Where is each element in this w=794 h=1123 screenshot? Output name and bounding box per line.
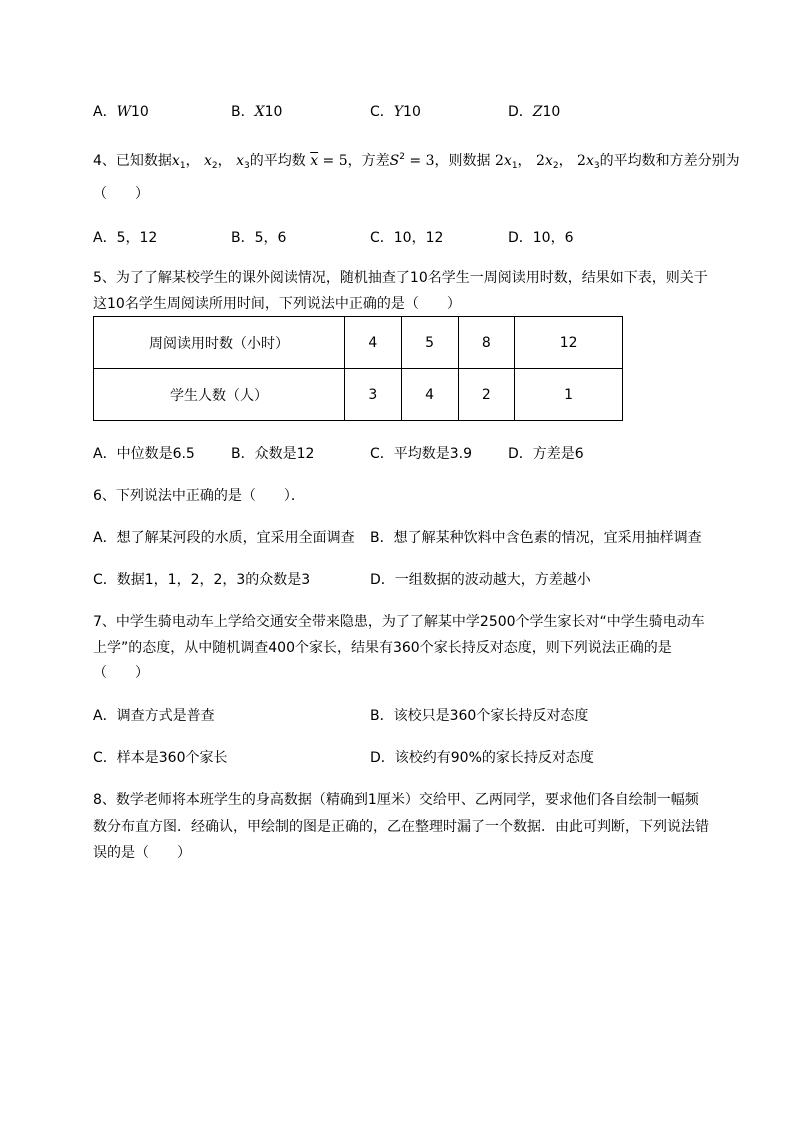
q4-option-a: A．5，12 — [93, 230, 158, 246]
q5-stem-line2: 这10名学生周阅读所用时间，下列说法中正确的是（ ） — [93, 296, 461, 312]
q5-option-c: C．平均数是3.9 — [370, 446, 473, 462]
q4-sep4: ， — [558, 153, 573, 169]
q7-option-d: D．该校约有90%的家长持反对态度 — [370, 750, 594, 766]
q3-option-d — [508, 101, 560, 121]
q6-option-b: B．想了解某种饮料中含色素的情况，宜采用抽样调查 — [370, 530, 702, 546]
table-row-hours — [94, 317, 623, 369]
q3-option-c — [370, 101, 421, 121]
q4-x1: x — [171, 153, 180, 169]
q4-eq3: = 3 — [404, 153, 435, 169]
table-cell: 4 — [345, 317, 402, 369]
q8-stem-line3: 误的是（ ） — [93, 845, 191, 861]
q4-2x2: x — [544, 153, 553, 169]
q4-x3: x — [236, 153, 245, 169]
q4-sep3: ， — [517, 153, 532, 169]
table-header-hours: 周阅读用时数（小时） — [94, 317, 345, 369]
q3-option-d-var: Z — [532, 104, 543, 120]
q8-stem-line2: 数分布直方图．经确认，甲绘制的图是正确的，乙在整理时漏了一个数据．由此可判断，下列说法错 — [93, 819, 709, 835]
q4-sep1: ， — [185, 153, 200, 169]
q4-two-c: 2 — [577, 153, 586, 169]
q3-option-a-num: 10 — [130, 104, 149, 120]
q7-stem-line2: 上学”的态度，从中随机调查400个家长，结果有360个家长持反对态度，则下列说法正确的是 — [93, 640, 672, 656]
q6-option-a: A．想了解某河段的水质，宜采用全面调查 — [93, 530, 355, 546]
table-cell: 3 — [345, 369, 402, 421]
table-cell: 2 — [458, 369, 515, 421]
table-cell: 1 — [515, 369, 623, 421]
q3-option-d-label: D． — [508, 104, 533, 120]
q4-stem — [93, 150, 740, 171]
q5-option-a: A．中位数是6.5 — [93, 446, 195, 462]
q4-tail: 的平均数和方差分别为 — [599, 153, 740, 169]
q5-option-b: B．众数是12 — [231, 446, 315, 462]
table-cell: 8 — [458, 317, 515, 369]
q3-option-a — [93, 101, 149, 121]
q4-var-text: ，方差 — [347, 153, 390, 169]
q4-x1-sub: 1 — [179, 161, 186, 171]
q6-option-d: D．一组数据的波动越大，方差越小 — [370, 572, 591, 588]
q3-option-b-var: X — [254, 104, 265, 120]
q4-paren: （ ） — [93, 186, 149, 202]
q3-option-a-label: A． — [93, 104, 117, 120]
q4-x3-sub: 3 — [244, 161, 250, 171]
q6-option-c: C．数据1，1，2，2，3的众数是3 — [93, 572, 311, 588]
q4-2x2-sub: 2 — [552, 161, 559, 171]
q4-s-sup: 2 — [399, 152, 405, 162]
q8-stem-line1: 8、数学老师将本班学生的身高数据（精确到1厘米）交给甲、乙两同学，要求他们各自绘制一幅频 — [93, 792, 699, 808]
table-cell: 4 — [401, 369, 458, 421]
q4-then: ，则数据 — [434, 153, 491, 169]
q3-option-c-label: C． — [370, 104, 394, 120]
q7-option-a: A．调查方式是普查 — [93, 708, 215, 724]
table-cell: 12 — [515, 317, 623, 369]
q4-2x3-sub: 3 — [593, 161, 600, 171]
q3-option-a-var: W — [116, 104, 131, 120]
q7-stem-line1: 7、中学生骑电动车上学给交通安全带来隐患，为了了解某中学2500个学生家长对“中学生骑电动车 — [93, 614, 705, 630]
q5-option-d: D．方差是6 — [508, 446, 584, 462]
q4-option-d: D．10，6 — [508, 230, 574, 246]
q7-option-c: C．样本是360个家长 — [93, 750, 228, 766]
q4-sep2: ， — [217, 153, 232, 169]
q3-option-c-num: 10 — [403, 104, 421, 120]
q3-option-c-var: Y — [393, 104, 404, 120]
q3-option-b-num: 10 — [264, 104, 283, 120]
q4-option-c: C．10，12 — [370, 230, 444, 246]
q6-stem: 6、下列说法中正确的是（ ）． — [93, 488, 305, 504]
q3-option-d-num: 10 — [542, 104, 561, 120]
q4-eq5: = 5 — [318, 153, 348, 169]
table-row-students — [94, 369, 623, 421]
q4-mean-text: 的平均数 — [249, 153, 306, 169]
table-header-students: 学生人数（人） — [94, 369, 345, 421]
q3-option-b-label: B． — [231, 104, 255, 120]
q4-2x1: x — [503, 153, 512, 169]
q4-x2: x — [204, 153, 212, 169]
table-cell: 5 — [401, 317, 458, 369]
q4-2x1-sub: 1 — [511, 161, 518, 171]
q4-two-b: 2 — [536, 153, 545, 169]
q4-s: S — [389, 153, 400, 169]
q4-xbar: $\overline{x}$ — [310, 153, 319, 169]
q4-prefix: 4、已知数据 — [93, 153, 172, 169]
q5-stem-line1: 5、为了了解某校学生的课外阅读情况，随机抽查了10名学生一周阅读用时数，结果如下表，则关于 — [93, 270, 708, 286]
q7-option-b: B．该校只是360个家长持反对态度 — [370, 708, 589, 724]
q4-option-b: B．5，6 — [231, 230, 287, 246]
q4-two-a: 2 — [494, 153, 504, 169]
q4-x2-sub: 2 — [211, 161, 218, 171]
q4-2x3: x — [585, 153, 594, 169]
q7-stem-line3: （ ） — [93, 665, 149, 681]
reading-time-table — [93, 316, 623, 421]
q3-option-b — [231, 101, 282, 121]
